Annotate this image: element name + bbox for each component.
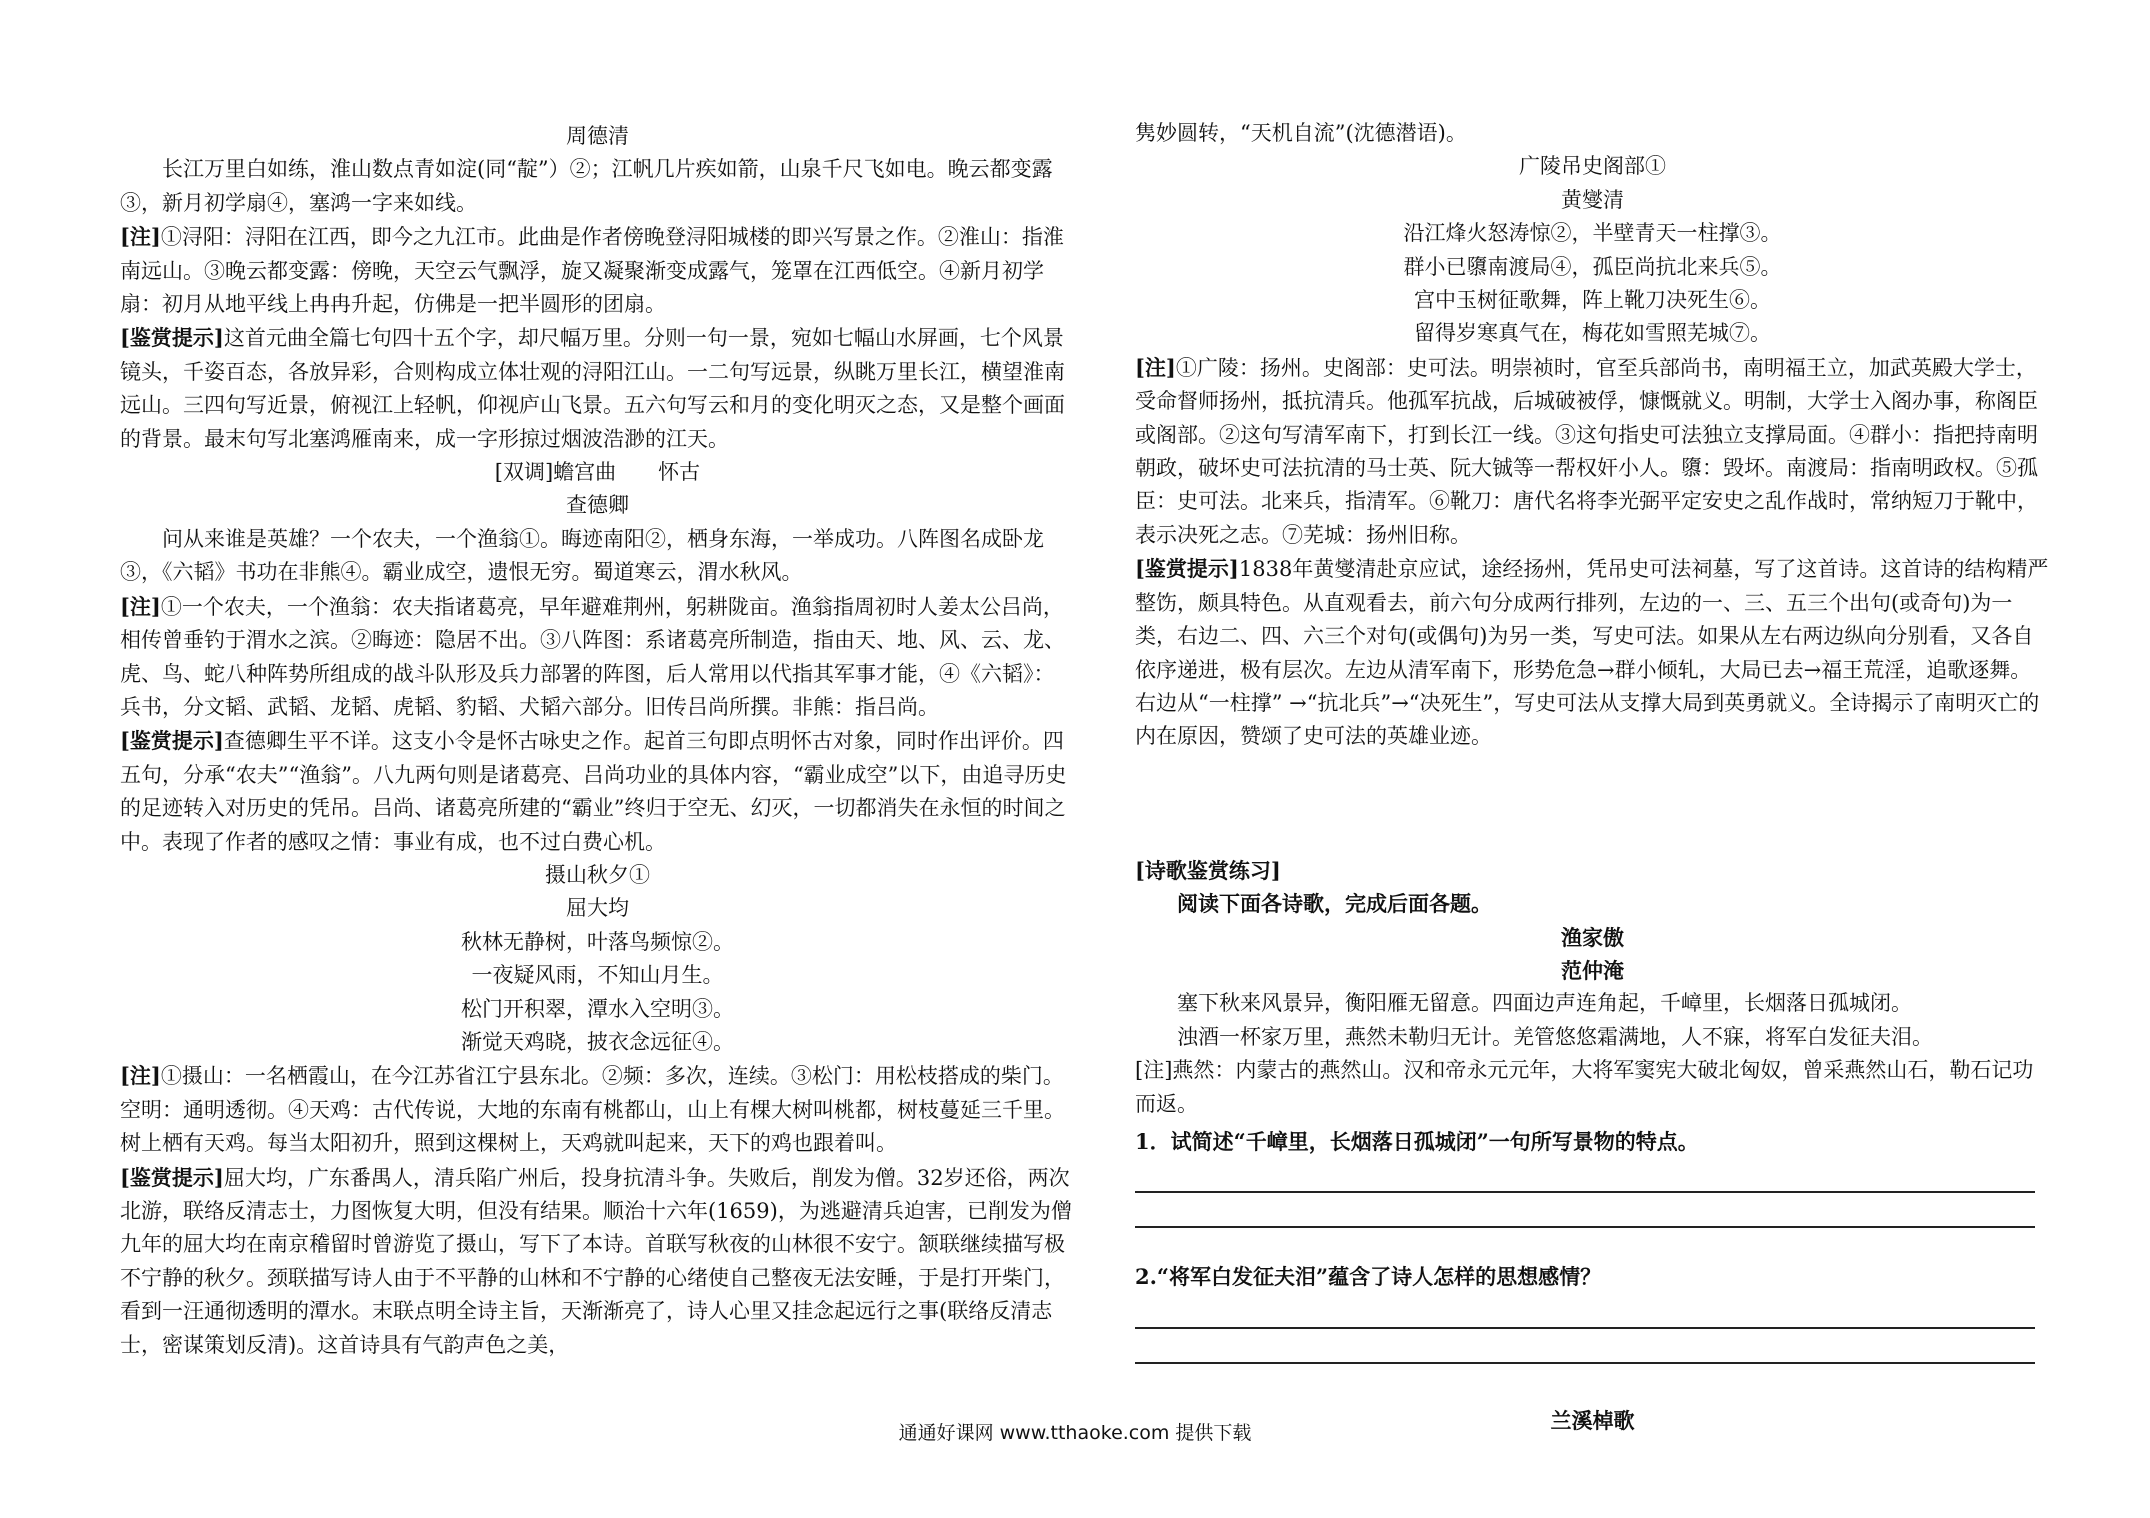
poem4-note <box>1135 351 2050 552</box>
section-spacer <box>1135 754 2050 854</box>
poem3-line: 秋林无静树，叶落鸟频惊②。 <box>461 929 734 954</box>
poem2-text: 问从来谁是英雄？一个农夫，一个渔翁①。晦迹南阳②，栖身东海，一举成功。八阵图名成卧龙③，《六韬》书功在非熊④。霸业成空，遗恨无穷。蜀道寒云，渭水秋风。 <box>120 526 1044 585</box>
question-spacer <box>1135 1228 2050 1256</box>
poem3-line: 松门开积翠，潭水入空明③。 <box>461 996 734 1021</box>
page-footer: 通通好课网 www.tthaoke.com 提供下载 <box>898 1422 1252 1444</box>
poem5-note: [注]燕然：内蒙古的燕然山。汉和帝永元元年，大将军窦宪大破北匈奴，曾采燕然山石，勒石记功而返。 <box>1135 1058 2034 1116</box>
note-text: ①广陵：扬州。史阁部：史可法。明崇祯时，官至兵部尚书，南明福王立，加武英殿大学士，受命督师扬州，抵抗清兵。他孤军抗战，后城破被俘，慷慨就义。明制，大学士入阁办事，称阁臣或阁部。②这句写清军南下，打到长江一线。③这句指史可法独立支撑局面。④群小：指把持南明朝政，破坏史可法抗清的马士英、阮大铖等一帮权奸小人。隳：毁坏。南渡局：指南明政权。⑤孤臣：史可法。北来兵，指清军。⑥靴刀：唐代名将李光弼平定安史之乱作战时，常纳短刀于靴中，表示决死之志。⑦芜城：扬州旧称。 <box>1135 355 2038 547</box>
question-spacer <box>1135 1364 2050 1404</box>
poem1-tip <box>120 321 1075 456</box>
poem2-tip <box>120 724 1075 859</box>
poem1-text: 长江万里白如练，淮山数点青如淀(同“靛”）②；江帆几片疾如箭，山泉千尺飞如电。晚云都变露③，新月初学扇④，塞鸿一字来如线。 <box>120 157 1053 215</box>
tip-text: 查德卿生平不详。这支小令是怀古咏史之作。起首三句即点明怀古对象，同时作出评价。四五句，分承“农夫”“渔翁”。八九两句则是诸葛亮、吕尚功业的具体内容，“霸业成空”以下，由追寻历史的足迹转入对历史的凭吊。吕尚、诸葛亮所建的“霸业”终归于空无、幻灭，一切都消失在永恒的时间之中。表现了作者的感叹之情：事业有成，也不过白费心机。 <box>120 729 1067 854</box>
tip-tag: [鉴赏提示] <box>1135 556 1239 582</box>
tip-tag: [鉴赏提示] <box>120 1164 224 1190</box>
poem4-title: 广陵吊史阁部① <box>1519 154 1666 179</box>
tip-tag: [鉴赏提示] <box>120 728 224 754</box>
tip-text: 这首元曲全篇七句四十五个字，却尺幅万里。分则一句一景，宛如七幅山水屏画，七个风景镜头，千姿百态，各放异彩，合则构成立体壮观的浔阳江山。一二句写远景，纵眺万里长江，横望淮南远山。三四句写近景，俯视江上轻帆，仰视庐山飞景。五六句写云和月的变化明灭之态，又是整个画面的背景。最末句写北塞鸿雁南来，成一字形掠过烟波浩渺的江天。 <box>120 326 1065 451</box>
note-tag: [注] <box>120 1063 161 1089</box>
continued-text: 隽妙圆转，“天机自流”(沈德潜语)。 <box>1135 121 1467 145</box>
poem4-tip <box>1135 552 2050 753</box>
poem2-note <box>120 590 1075 725</box>
note-text: ①浔阳：浔阳在江西，即今之九江市。此曲是作者傍晚登浔阳城楼的即兴写景之作。②淮山：指淮南远山。③晚云都变露：傍晚，天空云气飘浮，旋又凝聚渐变成露气，笼罩在江西低空。④新月初学扇：初月从地平线上冉冉升起，仿佛是一把半圆形的团扇。 <box>120 225 1064 317</box>
poem1-note <box>120 220 1075 321</box>
poem4-line: 宫中玉树征歌舞，阵上靴刀决死生⑥。 <box>1414 288 1771 313</box>
question-2: 2.“将军白发征夫泪”蕴含了诗人怎样的思想感情？ <box>1135 1264 1602 1290</box>
note-tag: [注] <box>120 224 161 250</box>
note-tag: [注] <box>1135 354 1176 380</box>
note-tag: [注] <box>120 593 161 619</box>
poem6-title: 兰溪棹歌 <box>1550 1407 1635 1433</box>
tip-tag: [鉴赏提示] <box>120 325 224 351</box>
poem3-line: 渐觉天鸡晓，披衣念远征④。 <box>461 1029 734 1054</box>
poem3-note <box>120 1059 1075 1160</box>
answer-line[interactable] <box>1135 1193 2035 1228</box>
poem4-line: 留得岁寒真气在，梅花如雪照芜城⑦。 <box>1414 321 1771 346</box>
answer-line[interactable] <box>1135 1294 2035 1329</box>
poem2-author: 查德卿 <box>566 493 629 518</box>
answer-line[interactable] <box>1135 1158 2035 1193</box>
poem5-line: 塞下秋来风景异，衡阳雁无留意。四面边声连角起，千嶂里，长烟落日孤城闭。 <box>1177 991 1912 1016</box>
poem4-author: 黄燮清 <box>1561 187 1624 212</box>
poem4-line: 群小已隳南渡局④，孤臣尚抗北来兵⑤。 <box>1403 254 1782 279</box>
right-column <box>1135 117 2050 1437</box>
poem2-title: [双调]蟾宫曲 怀古 <box>494 460 701 485</box>
poem5-title: 渔家傲 <box>1561 924 1624 950</box>
tip-text: 屈大均，广东番禺人，清兵陷广州后，投身抗清斗争。失败后，削发为僧。32岁还俗，两次北游，联络反清志士，力图恢复大明，但没有结果。顺治十六年(1659)，为逃避清兵迫害，已削发为僧九年的屈大均在南京稽留时曾游览了摄山，写下了本诗。首联写秋夜的山林很不安宁。颔联继续描写极不宁静的秋夕。颈联描写诗人由于不平静的山林和不宁静的心绪使自己整夜无法安睡，于是打开柴门，看到一汪通彻透明的潭水。末联点明全诗主旨，天渐渐亮了，诗人心里又挂念起远行之事(联络反清志士，密谋策划反清)。这首诗具有气韵声色之美， <box>120 1165 1072 1357</box>
exercise-instruction: 阅读下面各诗歌，完成后面各题。 <box>1177 891 1492 917</box>
answer-line[interactable] <box>1135 1329 2035 1364</box>
note-text: ①一个农夫，一个渔翁：农夫指诸葛亮，早年避难荆州，躬耕陇亩。渔翁指周初时人姜太公吕尚，相传曾垂钓于渭水之滨。②晦迹：隐居不出。③八阵图：系诸葛亮所制造，指由天、地、风、云、龙、虎、鸟、蛇八种阵势所组成的战斗队形及兵力部署的阵图，后人常用以代指其军事才能，④《六韬》：兵书，分文韬、武韬、龙韬、虎韬、豹韬、犬韬六部分。旧传吕尚所撰。非熊：指吕尚。 <box>120 594 1065 719</box>
poem3-tip <box>120 1161 1075 1362</box>
poem1-author: 周德清 <box>566 124 629 148</box>
poem3-author: 屈大均 <box>566 896 629 921</box>
note-text: ①摄山：一名栖霞山，在今江苏省江宁县东北。②频：多次，连续。③松门：用松枝搭成的柴门。空明：通明透彻。④天鸡：古代传说，大地的东南有桃都山，山上有棵大树叫桃都，树枝蔓延三千里。树上栖有天鸡。每当太阳初升，照到这棵树上，天鸡就叫起来，天下的鸡也跟着叫。 <box>120 1064 1065 1156</box>
poem5-line: 浊酒一杯家万里，燕然未勒归无计。羌管悠悠霜满地，人不寐，将军白发征夫泪。 <box>1177 1024 1933 1049</box>
tip-text: 1838年黄燮清赴京应试，途经扬州，凭吊史可法祠墓，写了这首诗。这首诗的结构精严整饬，颇具特色。从直观看去，前六句分成两行排列，左边的一、三、五三个出句(或奇句)为一类，右边二、四、六三个对句(或偶句)为另一类，写史可法。如果从左右两边纵向分别看，又各自依序递进，极有层次。左边从清军南下，形势危急→群小倾轧，大局已去→福王荒淫，追歌逐舞。右边从“一柱撑” →“抗北兵”→“决死生”，写史可法从支撑大局到英勇就义。全诗揭示了南明灭亡的内在原因，赞颂了史可法的英雄业迹。 <box>1135 557 2049 749</box>
poem4-line: 沿江烽火怒涛惊②，半壁青天一柱撑③。 <box>1403 221 1782 246</box>
question-1: 1．试简述“千嶂里，长烟落日孤城闭”一句所写景物的特点。 <box>1135 1128 1699 1154</box>
exercise-header: [诗歌鉴赏练习] <box>1135 857 1281 883</box>
poem5-author: 范仲淹 <box>1561 957 1624 983</box>
left-column <box>120 120 1075 1362</box>
poem3-line: 一夜疑风雨，不知山月生。 <box>471 963 724 988</box>
poem3-title: 摄山秋夕① <box>545 862 650 887</box>
